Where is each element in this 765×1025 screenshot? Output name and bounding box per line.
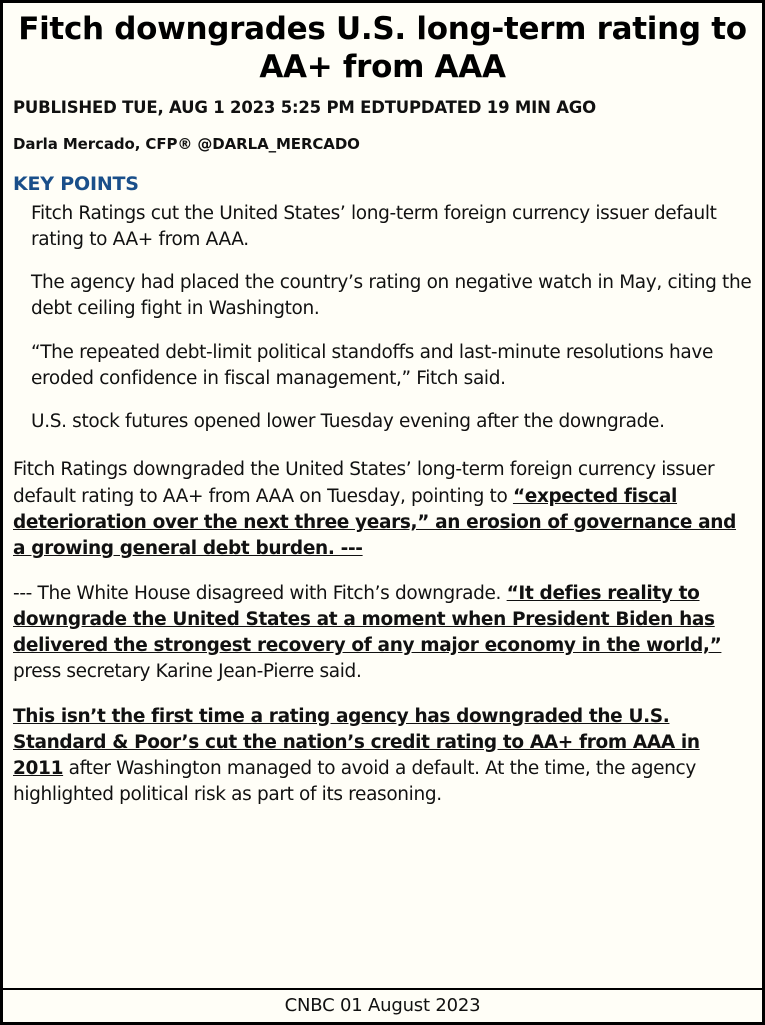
publish-timestamp: PUBLISHED TUE, AUG 1 2023 5:25 PM EDTUPDATED 19 MIN AGO xyxy=(13,97,596,117)
plain-text: press secretary Karine Jean-Pierre said. xyxy=(13,661,362,683)
page-title: Fitch downgrades U.S. long-term rating to AA+ from AAA xyxy=(18,11,747,85)
author-byline: Darla Mercado, CFP® @DARLA_MERCADO xyxy=(13,134,360,153)
key-points-heading: KEY POINTS xyxy=(13,172,139,195)
emphasized-text: This isn’t the first time a rating agency has downgraded the U.S. Standard & Poor’s cut the nation’s credit rating to AA+ from AAA in 2011 xyxy=(13,705,700,780)
list-item: Fitch Ratings cut the United States’ long-term foreign currency issuer default rating to AA+ from AAA. xyxy=(31,202,717,250)
emphasized-text: “It defies reality to downgrade the United States at a moment when President Biden has delivered the strongest recovery of any major economy in the world,” xyxy=(13,582,722,657)
article-paragraph xyxy=(13,581,752,686)
list-item: The agency had placed the country’s rating on negative watch in May, citing the debt ceiling fight in Washington. xyxy=(31,272,752,320)
list-item: U.S. stock futures opened lower Tuesday evening after the downgrade. xyxy=(31,411,665,433)
plain-text: --- The White House disagreed with Fitch’s downgrade. xyxy=(13,582,507,604)
emphasized-text: “expected fiscal deterioration over the next three years,” an erosion of governance and a growing general debt burden. --- xyxy=(13,485,737,560)
plain-text: Fitch Ratings downgraded the United States’ long-term foreign currency issuer default rating to AA+ from AAA on Tuesday, pointing to xyxy=(13,459,715,507)
article-content xyxy=(3,3,762,988)
source-footer: CNBC 01 August 2023 xyxy=(3,988,762,1022)
list-item: “The repeated debt-limit political standoffs and last-minute resolutions have eroded confidence in fiscal management,” Fitch said. xyxy=(31,341,714,389)
key-points-list xyxy=(13,201,752,436)
plain-text: after Washington managed to avoid a default. At the time, the agency highlighted political risk as part of its reasoning. xyxy=(13,758,696,806)
article-paragraph xyxy=(13,457,752,562)
article-paragraph xyxy=(13,704,752,809)
